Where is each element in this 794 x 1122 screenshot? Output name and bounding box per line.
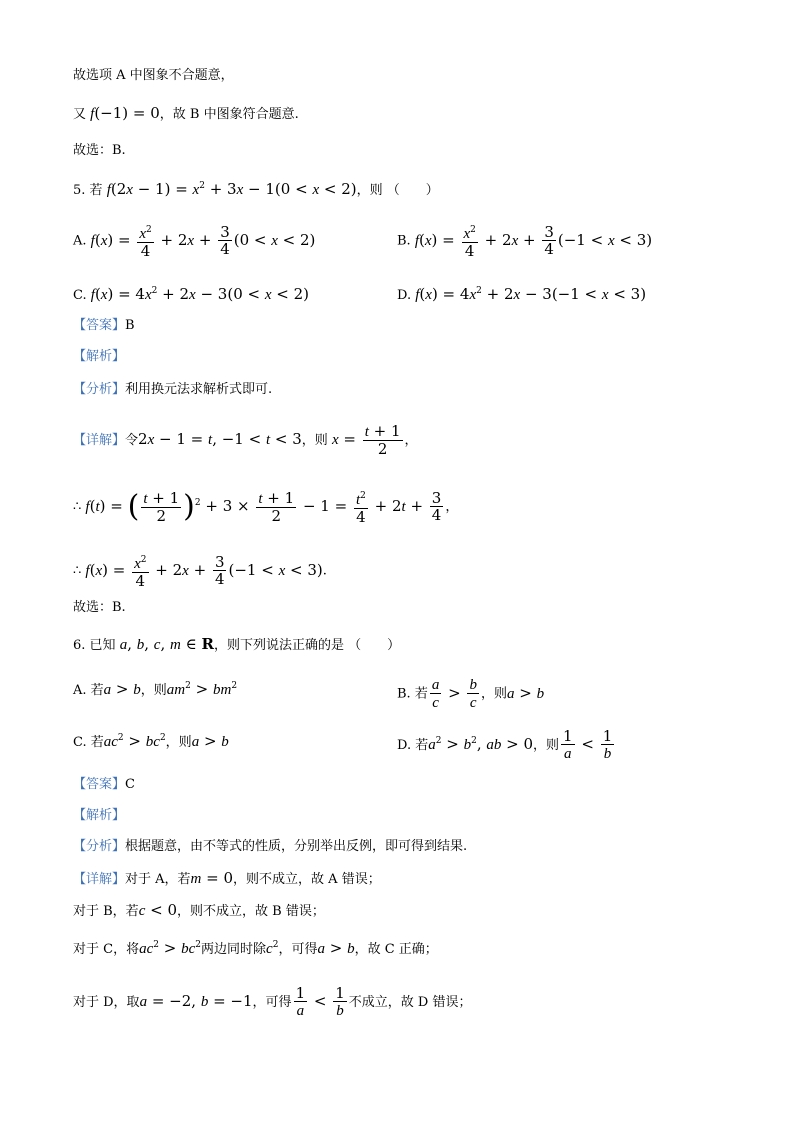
text-line: 故选：B. [73,143,126,158]
analysis-heading: 【解析】 [73,349,126,364]
analysis-heading-6: 【解析】 [73,808,126,823]
option-6b: B. 若 $\frac{a}{c}$ > $\frac{b}{c}$ ，则a > b [397,677,545,711]
choose-5: 故选：B. [73,600,126,615]
xiangjie-6c: 对于 C，将$ac^2 > bc^2$两边同时除$c^2$，可得a > b，故 C 正确； [73,939,438,957]
derivation-1: ∴ f(t) = ( $\frac{t + 1}{2}$ )$^2$ + 3 × $\frac{t + 1}{2}$ − 1 = $\frac{t^2}{4}$ + 2t + $\frac{3}{4}$ ， [73,488,459,526]
fenxi-6: 【分析】根据题意，由不等式的性质，分别举出反例，即可得到结果. [73,839,468,854]
option-c: C. $f(x) = 4x^2 + 2x - 3(0 < x < 2)$ [73,285,310,303]
answer-5: 【答案】B [73,318,135,333]
xiangjie-6a: 【详解】对于 A，若m = 0，则不成立，故 A 错误； [73,869,381,887]
text-line: 又 f(−1) = 0，故 B 中图象符合题意. [73,104,299,122]
question-5: 5. 若 $f(2x - 1) = x^2 + 3x - 1(0 < x < 2)$，则 （ ） [73,180,439,198]
option-6a: A. 若a > b，则$am^2 > bm^2$ [73,680,238,698]
answer-6: 【答案】C [73,777,135,792]
option-6c: C. 若$ac^2 > bc^2$，则a > b [73,732,229,750]
fenxi-5: 【分析】利用换元法求解析式即可. [73,382,273,397]
xiangjie-5: 【详解】令2x − 1 = t, −1 < t < 3，则 x = $\frac{t + 1}{2}$ ， [73,422,418,458]
question-6: 6. 已知 a, b, c, m ∈ R，则下列说法正确的是 （ ） [73,635,401,653]
derivation-2: ∴ f(x) = $\frac{x^2}{4}$ + 2x + $\frac{3}{4}$ (−1 < x < 3). [73,553,327,590]
xiangjie-6d: 对于 D，取a = −2, b = −1，可得 $\frac{1}{a}$ < $\frac{1}{b}$ 不成立，故 D 错误； [73,984,472,1019]
option-a: A. f(x) = $\frac{x^2}{4}$ + 2x + $\frac{3}{4}$ (0 < x < 2) [73,223,316,260]
xiangjie-6b: 对于 B，若c < 0，则不成立，故 B 错误； [73,901,325,919]
option-6d: D. 若$a^2 > b^2$, ab > 0，则 $\frac{1}{a}$ < $\frac{1}{b}$ [397,727,613,762]
option-b: B. f(x) = $\frac{x^2}{4}$ + 2x + $\frac{3}{4}$ (−1 < x < 3) [397,223,653,260]
text-line: 故选项 A 中图象不合题意， [73,68,234,83]
option-d: D. $f(x) = 4x^2 + 2x - 3(-1 < x < 3)$ [397,285,647,303]
